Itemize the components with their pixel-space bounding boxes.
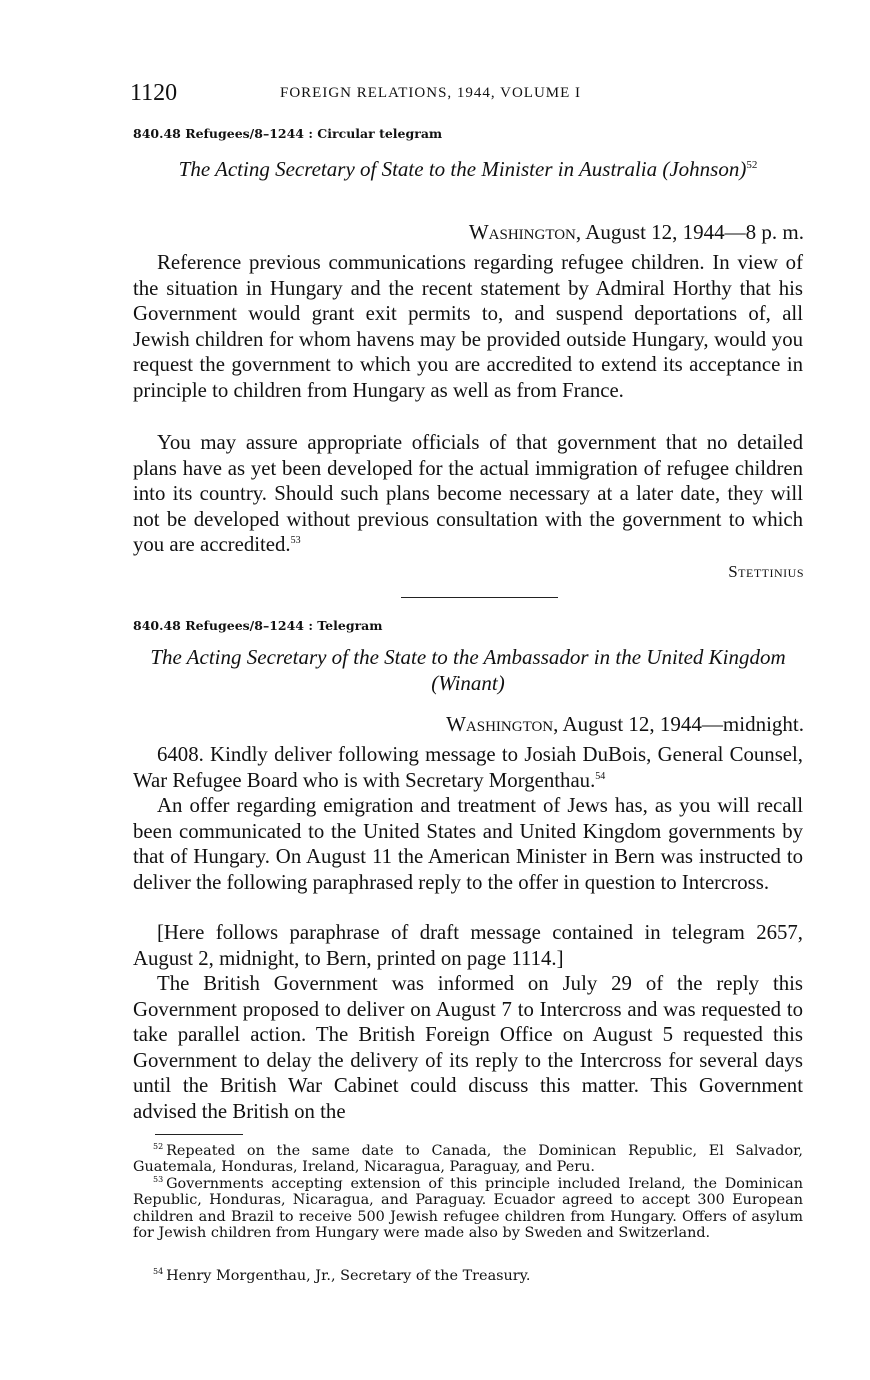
section-divider (401, 597, 558, 598)
doc2-paragraph-1-text: 6408. Kindly deliver following message to Josiah DuBois, General Counsel, War Refugee Board who is with Secretary Morgenthau. (133, 743, 803, 792)
page-number: 1120 (130, 80, 178, 106)
footnote-ref-54: 54 (595, 770, 606, 782)
doc2-paragraph-1 (133, 742, 803, 793)
doc1-paragraph-2-text: You may assure appropriate officials of that government that no detailed plans have as yet been developed for the actual immigration of refugee children into its country. Should such plans become necessary at a later date, they will not be developed without previous consultation with the government to which you are accredited. (133, 431, 803, 557)
footnote-54 (133, 1268, 803, 1284)
footnote-ref-53: 53 (290, 535, 301, 547)
doc2-paragraph-4: The British Government was informed on July 29 of the reply this Government proposed to deliver on August 7 to Intercross and was requested to take parallel action. The British Foreign Office on August 5 requested this Government to delay the delivery of its reply to the Intercross for several days until the British War Cabinet could discuss this matter. This Government advised the British on the (133, 972, 803, 1123)
running-header (130, 80, 830, 112)
doc2-dateline-date: , August 12, 1944—midnight. (553, 712, 804, 736)
footnote-52-mark: 52 (153, 1142, 164, 1152)
footnote-53-text: Governments accepting extension of this principle included Ireland, the Dominican Republic, Honduras, Nicaragua, and Paraguay. Ecuador agreed to accept 300 European children and Brazil to receive 500 Jewish refugee children from Hungary. Offers of asylum for Jewish children from Hungary were made also by Sweden and Switzerland. (133, 1176, 803, 1241)
footnote-54-mark: 54 (153, 1267, 164, 1277)
doc1-dateline (469, 220, 804, 245)
doc2-dateline-place: Washington (446, 712, 554, 736)
doc1-dateline-place: Washington (468, 220, 576, 244)
doc1-paragraph-1: Reference previous communications regarding refugee children. In view of the situation in Hungary and the recent statement by Admiral Horthy that his Government would grant exit permits to, and suspend deportations of, all Jewish children for whom havens may be provided outside Hungary, would you request the government to which you are accredited to extend its acceptance in principle to children from Hungary as well as from France. (133, 251, 803, 402)
footnote-53-mark: 53 (153, 1175, 164, 1185)
footnote-52-text: Repeated on the same date to Canada, the Dominican Republic, El Salvador, Guatemala, Honduras, Ireland, Nicaragua, Paraguay, and Peru. (133, 1143, 803, 1176)
doc1-file-number: 840.48 Refugees/8–1244 : Circular telegram (133, 126, 443, 141)
doc2-dateline (446, 712, 804, 737)
doc1-signature: Stettinius (728, 562, 804, 581)
footnote-54-text: Henry Morgenthau, Jr., Secretary of the Treasury. (166, 1268, 531, 1284)
doc1-dateline-date: , August 12, 1944—8 p. m. (575, 220, 804, 244)
doc2-title: The Acting Secretary of the State to the Ambassador in the United Kingdom (Winant) (150, 645, 786, 695)
doc1-title (133, 152, 803, 182)
footnote-53 (133, 1176, 803, 1241)
footnote-ref-52: 52 (746, 159, 758, 171)
doc2-paragraph-3: [Here follows paraphrase of draft message contained in telegram 2657, August 2, midnight, to Bern, printed on page 1114.] (133, 921, 803, 970)
doc1-paragraph-2 (133, 430, 803, 558)
running-title: FOREIGN RELATIONS, 1944, VOLUME I (280, 85, 582, 101)
doc1-title-text: The Acting Secretary of State to the Minister in Australia (Johnson) (178, 157, 747, 181)
footnote-divider (155, 1134, 243, 1135)
footnote-52 (133, 1143, 803, 1176)
doc2-file-number: 840.48 Refugees/8–1244 : Telegram (133, 618, 383, 633)
doc2-paragraph-2: An offer regarding emigration and treatment of Jews has, as you will recall been communicated to the United States and United Kingdom governments by that of Hungary. On August 11 the American Minister in Bern was instructed to deliver the following paraphrased reply to the offer in question to Intercross. (133, 794, 803, 894)
